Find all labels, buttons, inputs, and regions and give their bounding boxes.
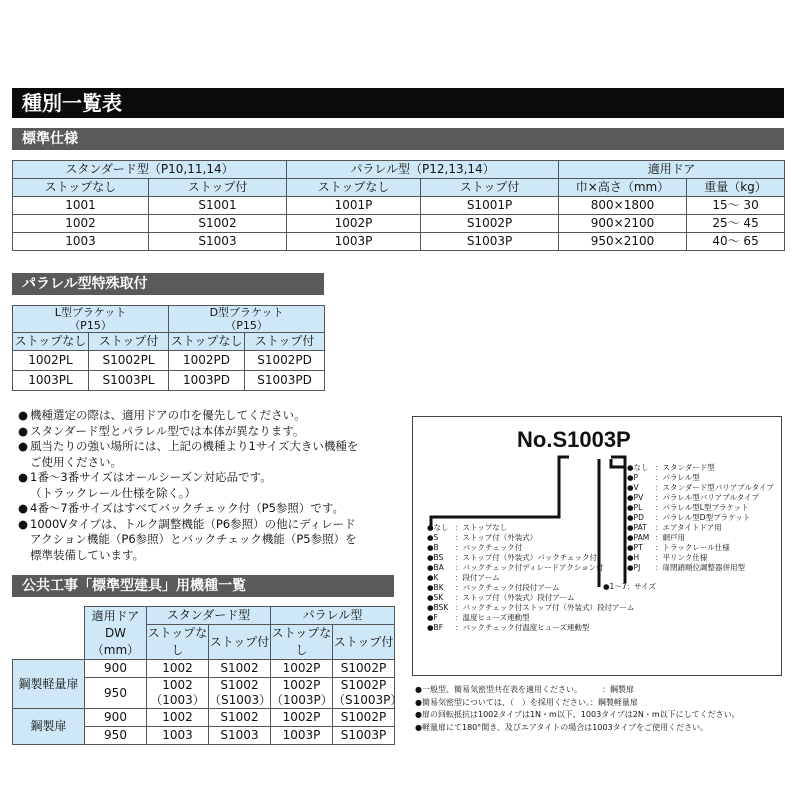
list-item: ●BS ：ストップ付（外装式）バックチェック付 [427,553,598,562]
table-cell: 900 [85,709,147,727]
table-cell: S1003 [209,727,271,745]
notes-list [18,408,388,563]
table-row [13,351,325,371]
list-item: ●B ：バックチェック付 [427,543,523,552]
no-stop-header: ストップなし [287,179,421,197]
list-item: ●SK ：ストップ付（外装式）段付アーム [427,593,575,602]
footnote: ●一般型、簡易気密型共在表を適用ください。 ：鋼製扉 [415,685,634,694]
no-stop-header: ストップなし [169,333,245,351]
list-item: ● 機種選定の際は、適用ドアの巾を優先してください。 [18,408,306,422]
table-cell: S1003PL [89,371,169,391]
table-cell: 950 [85,727,147,745]
suffix-code-list [627,463,774,573]
footnote: ●扉の回転抵抗は1002タイプは1N・m以下、1003タイプは2N・m以下にしてください。 [415,710,740,719]
table-row [13,660,395,678]
table-cell: 1002P （1003P） [271,678,333,707]
table-cell: 1003 [147,727,209,745]
standard-table [12,160,785,251]
with-stop-header: ストップ付 [89,333,169,351]
d-bracket-header: D型ブラケット （P15） [169,306,325,333]
list-item: ● 風当たりの強い場所には、上記の機種より1サイズ大きい機種を ご使用ください。 [18,439,359,469]
table-cell: S1001 [149,197,287,215]
with-stop-header: ストップ付 [245,333,325,351]
table-row [13,371,325,391]
table-cell: 1002P [287,215,421,233]
table-cell: 25～ 45 [687,215,785,233]
table-row [13,709,395,727]
list-item: ●PT ：トラックレール仕様 [627,543,730,552]
table-cell: 950×2100 [559,233,687,251]
list-item: ● 1000Vタイプは、トルク調整機能（P6参照）の他にディレード アクション機能（P6参照）とバックチェック機能（P5参照）を 標準装備しています。 [18,516,357,562]
table-row [13,197,785,215]
footnote: ●軽量扉にて180°開き、及びエアタイトの場合は1003タイプをご使用ください。 [415,722,709,732]
table-cell: S1002PL [89,351,169,371]
table-cell: 1002 [147,709,209,727]
table-cell: 1002 [13,215,149,233]
list-item: ●PAT ：エアタイトドア用 [627,523,722,532]
standard-section-title: 標準仕様 [12,128,784,150]
with-stop-header: ストップ付 [209,625,271,660]
with-stop-header: ストップ付 [333,625,395,660]
table-cell: S1002P [421,215,559,233]
no-stop-header: ストップなし [147,625,209,660]
table-cell: 1002PL [13,351,89,371]
standard-header: スタンダード型 [147,607,271,625]
table-cell: S1002P （S1003P） [333,678,403,707]
prefix-code-list [427,523,634,633]
size-header: 巾×高さ（mm） [559,179,687,197]
with-stop-header: ストップ付 [149,179,287,197]
table-cell: S1002 [209,660,271,678]
table-cell: S1002PD [245,351,325,371]
table-cell: 1001 [13,197,149,215]
table-row [13,215,785,233]
table-cell: 15～ 30 [687,197,785,215]
table-cell: 900 [85,660,147,678]
table-cell: 1002 （1003） [147,678,209,709]
table-cell: 1002P [271,660,333,678]
list-item: ● スタンダード型とパラレル型では本体が異なります。 [18,423,305,438]
door-header: 適用ドア [559,161,785,179]
table-cell: 1002P [271,709,333,727]
table-cell: 900×2100 [559,215,687,233]
footnote: ●簡易気密型については、（ ）を採用ください。：鋼製軽量扉 [415,697,638,707]
public-section-title: 公共工事「標準型建具」用機種一覧 [12,575,394,597]
table-cell: 1003 [13,233,149,251]
list-item: ●なし ：スタンダード型 [627,463,715,472]
list-item: ●PJ ：扉閉鎖順位調整器併用型 [627,563,745,572]
list-item: ●BK ：バックチェック付段付アーム [427,583,560,592]
table-cell: S1001P [421,197,559,215]
weight-header: 重量（kg） [687,179,785,197]
table-cell: 1002 [147,660,209,678]
parallel-type-header: パラレル型（P12,13,14） [287,161,559,179]
table-cell: 1002PD [169,351,245,371]
list-item: ●BF ：バックチェック付温度ヒューズ連動型 [427,623,590,632]
list-item: ●なし ：ストップなし [427,523,508,532]
door-type-steel: 鋼製扉 [13,709,85,745]
size-note: ●1～7：サイズ [603,582,656,591]
list-item: ●V ：スタンダード型バリアブルタイプ [627,483,774,492]
table-cell: S1003P [421,233,559,251]
list-item: ●F ：温度ヒューズ連動型 [427,613,530,622]
table-cell: S1003P [333,727,395,745]
table-cell: S1002 [209,709,271,727]
list-item: ● 4番～7番サイズはすべてバックチェック付（P5参照）です。 [18,501,344,515]
table-cell: S1003 [149,233,287,251]
table-cell: 950 [85,678,147,709]
no-stop-header: ストップなし [271,625,333,660]
door-dw-header: 適用ドア DW（mm） [85,607,147,660]
special-table [12,305,325,391]
list-item: ●H ：平リンク仕様 [627,553,708,562]
table-cell: S1002 [149,215,287,233]
table-cell: 1001P [287,197,421,215]
list-item: ●K ：段付アーム [427,573,500,582]
list-item: ●S ：ストップ付（外装式） [427,533,538,542]
table-cell: 1003P [287,233,421,251]
footnotes [415,684,795,734]
table-cell: 1003PL [13,371,89,391]
with-stop-header: ストップ付 [421,179,559,197]
model-number: No.S1003P [517,427,631,452]
table-cell: 1003PD [169,371,245,391]
list-item: ●PL ：パラレル型L型ブラケット [627,503,749,512]
parallel-header: パラレル型 [271,607,395,625]
standard-type-header: スタンダード型（P10,11,14） [13,161,287,179]
table-corner [13,607,85,660]
table-cell: S1002P [333,709,395,727]
table-cell: S1003PD [245,371,325,391]
list-item: ●PD ：パラレル型D型ブラケット [627,513,751,522]
l-bracket-header: L型ブラケット （P15） [13,306,169,333]
list-item: ●PV ：パラレル型バリアブルタイプ [627,493,759,502]
list-item: ●BSK ：バックチェック付ストップ付（外装式）段付アーム [427,603,635,612]
list-item: ●P ：パラレル型 [627,473,700,482]
list-item: ●BA ：バックチェック付ディレードアクション付 [427,563,604,572]
table-row [13,233,785,251]
list-item: ●PAM ：網戸用 [627,533,685,542]
list-item: ● 1番～3番サイズはオールシーズン対応品です。 （トラックレール仕様を除く。） [18,470,272,500]
table-cell: 40～ 65 [687,233,785,251]
table-cell: 800×1800 [559,197,687,215]
page-title: 種別一覧表 [12,88,784,118]
no-stop-header: ストップなし [13,179,149,197]
table-cell: S1002 （S1003） [209,678,272,707]
table-cell: S1002P [333,660,395,678]
public-table [12,606,403,745]
no-stop-header: ストップなし [13,333,89,351]
model-code-diagram [412,416,782,676]
table-cell: 1003P [271,727,333,745]
door-type-light-steel: 鋼製軽量扉 [13,660,85,709]
special-section-title: パラレル型特殊取付 [12,273,324,295]
